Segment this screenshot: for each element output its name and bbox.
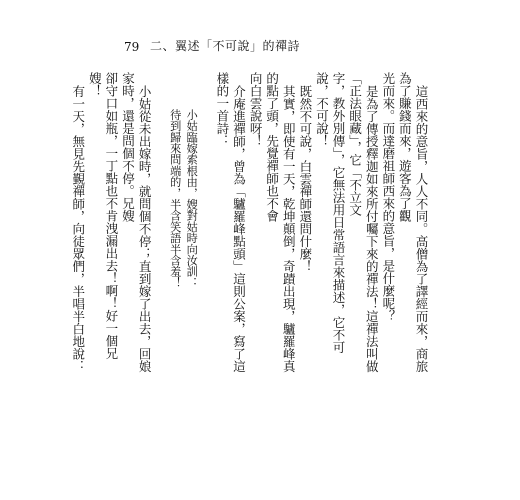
spacer — [199, 72, 213, 374]
text-line: 既然不可說，白雲禪師還問什麼！ — [297, 84, 313, 272]
text-line: 卻守口如瓶，一丁點也不肯洩漏出去！啊！好一個兄嫂！ — [87, 72, 119, 360]
page-number: 79 — [124, 40, 140, 54]
text-line: 其實，即使有一天，乾坤顛倒，奇蹟出現，驢羅峰真的點了頭，先覺禪師也不會 — [264, 72, 297, 372]
text-line: 光而來。而達磨祖師西來的意旨，是什麼呢？ — [380, 72, 396, 322]
text-line: 介庵進禪師，曾為「驢羅峰點頭」這則公案，寫了這樣的一首詩： — [214, 72, 247, 372]
text-line: 這西來的意旨，人人不同。高僧為了譯經而來，商旅為了賺錢而來，遊客為了觀 — [397, 72, 429, 372]
spacer — [152, 72, 166, 374]
text-line: 有一天，無見先覲禪師，向徒眾們，半唱半白地說： — [70, 84, 86, 372]
running-header: 二、翼述「不可說」的禪詩 — [150, 39, 301, 53]
text-line: 向白雲說呀！ — [248, 72, 264, 147]
text-line: 是為了傳授釋迦如來所付囑下來的禪法！這禪法叫做「正法眼藏」，它「不立文 — [347, 72, 380, 372]
poem-line: 待到歸來問端的，半含笑語半含羞！ — [168, 109, 182, 289]
text-line: 字，教外別傳」，它無法用日常語言來描述，它不可說，不可說！ — [314, 72, 347, 354]
poem-line: 小姑臨嫁索根由，嫂對姑時向汝訓： — [185, 109, 199, 289]
text-line: 小姑從未出嫁時，就問個不停；直到嫁了出去，回娘家時，還是問個不停。兄嫂 — [120, 72, 153, 372]
body-text — [69, 72, 429, 374]
